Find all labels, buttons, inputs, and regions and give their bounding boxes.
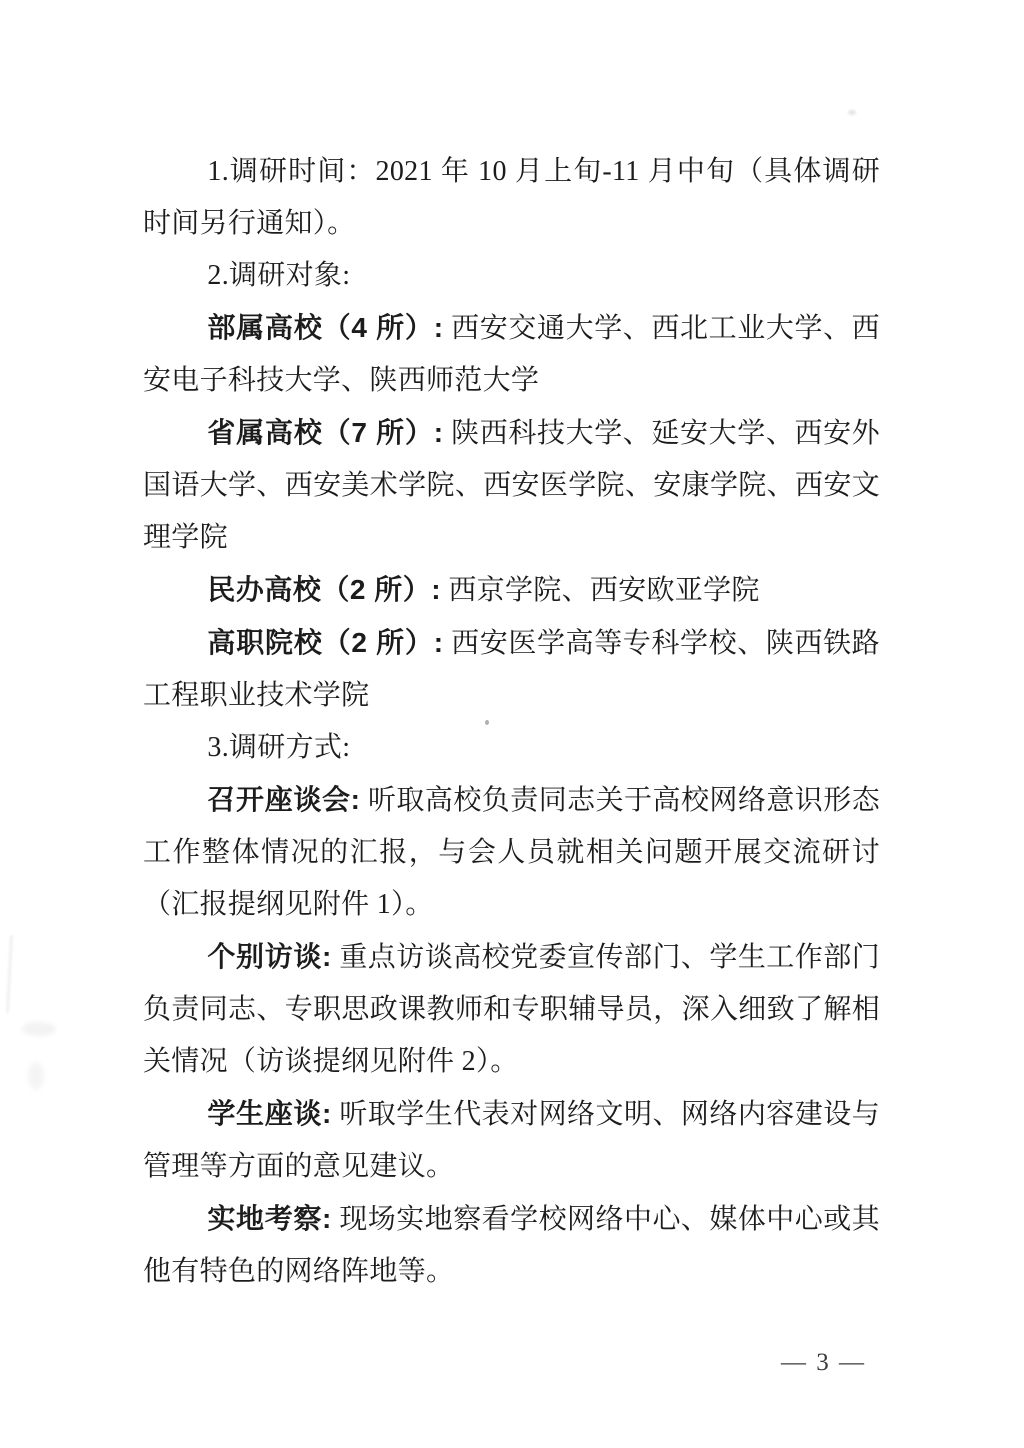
paragraph-survey-targets-heading xyxy=(143,250,880,302)
paragraph-survey-time xyxy=(143,146,880,250)
paragraph-private-universities xyxy=(143,564,880,617)
paragraph-label: 实地考察: xyxy=(207,1203,332,1234)
paragraph-ministry-universities xyxy=(143,302,880,407)
paragraph-text: 重点访谈高校党委宣传部门、学生工作部门负责同志、专职思政课教师和专职辅导员，深入细致了解相关情况（访谈提纲见附件 2）。 xyxy=(143,942,880,1077)
scan-artifact xyxy=(6,935,13,1013)
paragraph-method-interview xyxy=(143,931,880,1088)
scan-artifact xyxy=(28,1062,44,1090)
paragraph-label: 召开座谈会: xyxy=(207,784,361,815)
page-number: — 3 — xyxy=(781,1349,866,1376)
paragraph-method-field-visit xyxy=(143,1193,880,1298)
paragraph-vocational-colleges xyxy=(143,617,880,722)
paragraph-label: 省属高校（7 所）: xyxy=(207,417,444,448)
paragraph-label: 部属高校（4 所）: xyxy=(207,312,444,343)
paragraph-text: 听取高校负责同志关于高校网络意识形态工作整体情况的汇报，与会人员就相关问题开展交流研讨（汇报提纲见附件 1）。 xyxy=(143,785,881,920)
paragraph-text: 2.调研对象: xyxy=(207,260,351,291)
paragraph-label: 个别访谈: xyxy=(207,941,332,972)
paragraph-text: 西安交通大学、西北工业大学、西安电子科技大学、陕西师范大学 xyxy=(143,313,880,396)
scan-artifact xyxy=(848,110,856,115)
paragraph-label: 高职院校（2 所）: xyxy=(207,627,444,658)
paragraph-text: 听取学生代表对网络文明、网络内容建设与管理等方面的意见建议。 xyxy=(143,1099,880,1182)
paragraph-method-student-discussion xyxy=(143,1088,880,1193)
paragraph-text: 3.调研方式: xyxy=(207,732,351,763)
paragraph-text: 陕西科技大学、延安大学、西安外国语大学、西安美术学院、西安医学院、安康学院、西安文理学院 xyxy=(143,418,880,553)
paragraph-text: 西京学院、西安欧亚学院 xyxy=(441,575,760,606)
paragraph-label: 学生座谈: xyxy=(207,1098,332,1129)
paragraph-text: 1.调研时间：2021 年 10 月上旬-11 月中旬（具体调研时间另行通知）。 xyxy=(143,156,880,239)
paragraph-method-symposium xyxy=(143,774,880,931)
paragraph-label: 民办高校（2 所）: xyxy=(207,574,442,605)
scan-artifact xyxy=(22,1022,56,1036)
paragraph-text: 西安医学高等专科学校、陕西铁路工程职业技术学院 xyxy=(143,628,880,711)
document-body xyxy=(143,146,880,1298)
paragraph-text: 现场实地察看学校网络中心、媒体中心或其他有特色的网络阵地等。 xyxy=(143,1204,880,1287)
paragraph-survey-methods-heading xyxy=(143,722,880,774)
paragraph-provincial-universities xyxy=(143,407,880,564)
